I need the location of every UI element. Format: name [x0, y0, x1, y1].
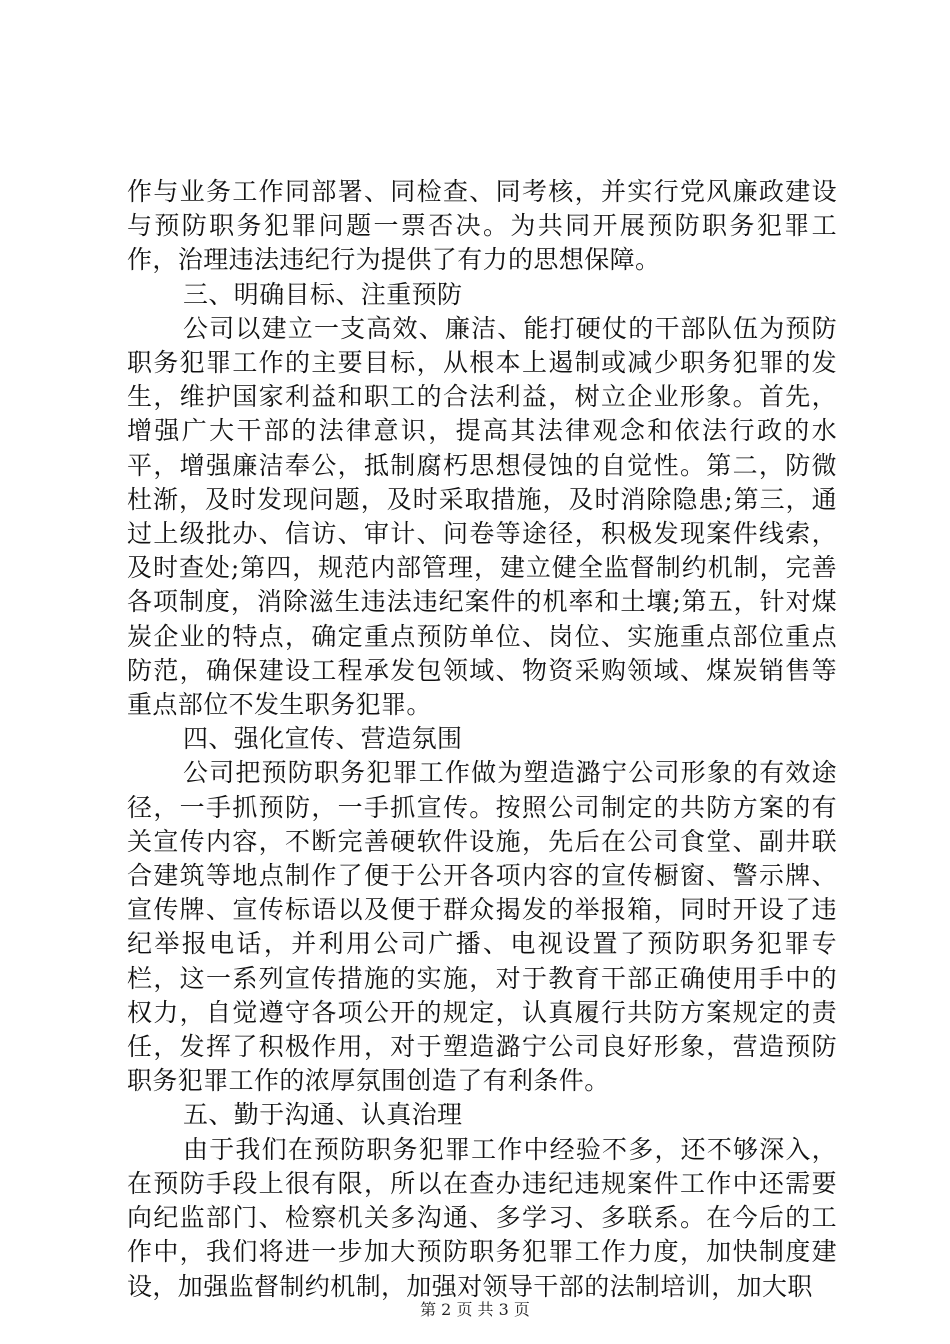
- section-heading-4: 四、强化宣传、营造氛围: [183, 724, 463, 754]
- document-body: [127, 175, 837, 1304]
- paragraph-section-5: 由于我们在预防职务犯罪工作中经验不多，还不够深入，在预防手段上很有限，所以在查办违纪违规案件工作中还需要向纪监部门、检察机关多沟通、多学习、多联系。在今后的工作中，我们将进一步加大预防职务犯罪工作力度，加快制度建设，加强监督制约机制，加强对领导干部的法制培训，加大职: [127, 1134, 837, 1301]
- paragraph-section-3: 公司以建立一支高效、廉洁、能打硬仗的干部队伍为预防职务犯罪工作的主要目标，从根本上遏制或减少职务犯罪的发生，维护国家利益和职工的合法利益，树立企业形象。首先，增强广大干部的法律意识，提高其法律观念和依法行政的水平，增强廉洁奉公，抵制腐朽思想侵蚀的自觉性。第二，防微杜渐，及时发现问题，及时采取措施，及时消除隐患;第三，通过上级批办、信访、审计、问卷等途径，积极发现案件线索，及时查处;第四，规范内部管理，建立健全监督制约机制，完善各项制度，消除滋生违法违纪案件的机率和土壤;第五，针对煤炭企业的特点，确定重点预防单位、岗位、实施重点部位重点防范，确保建设工程承发包领域、物资采购领域、煤炭销售等重点部位不发生职务犯罪。: [127, 313, 837, 720]
- section-heading-3: 三、明确目标、注重预防: [183, 279, 463, 309]
- paragraph-section-4: 公司把预防职务犯罪工作做为塑造潞宁公司形象的有效途径，一手抓预防，一手抓宣传。按照公司制定的共防方案的有关宣传内容，不断完善硬软件设施，先后在公司食堂、副井联合建筑等地点制作了便于公开各项内容的宣传橱窗、警示牌、宣传牌、宣传标语以及便于群众揭发的举报箱，同时开设了违纪举报电话，并利用公司广播、电视设置了预防职务犯罪专栏，这一系列宣传措施的实施，对于教育干部正确使用手中的权力，自觉遵守各项公开的规定，认真履行共防方案规定的责任，发挥了积极作用，对于塑造潞宁公司良好形象，营造预防职务犯罪工作的浓厚氛围创造了有利条件。: [127, 758, 837, 1096]
- section-heading-5: 五、勤于沟通、认真治理: [183, 1100, 463, 1130]
- page-footer: 第 2 页 共 3 页: [420, 1300, 530, 1319]
- paragraph-continuation: 作与业务工作同部署、同检查、同考核，并实行党风廉政建设与预防职务犯罪问题一票否决。为共同开展预防职务犯罪工作，治理违法违纪行为提供了有力的思想保障。: [127, 177, 837, 275]
